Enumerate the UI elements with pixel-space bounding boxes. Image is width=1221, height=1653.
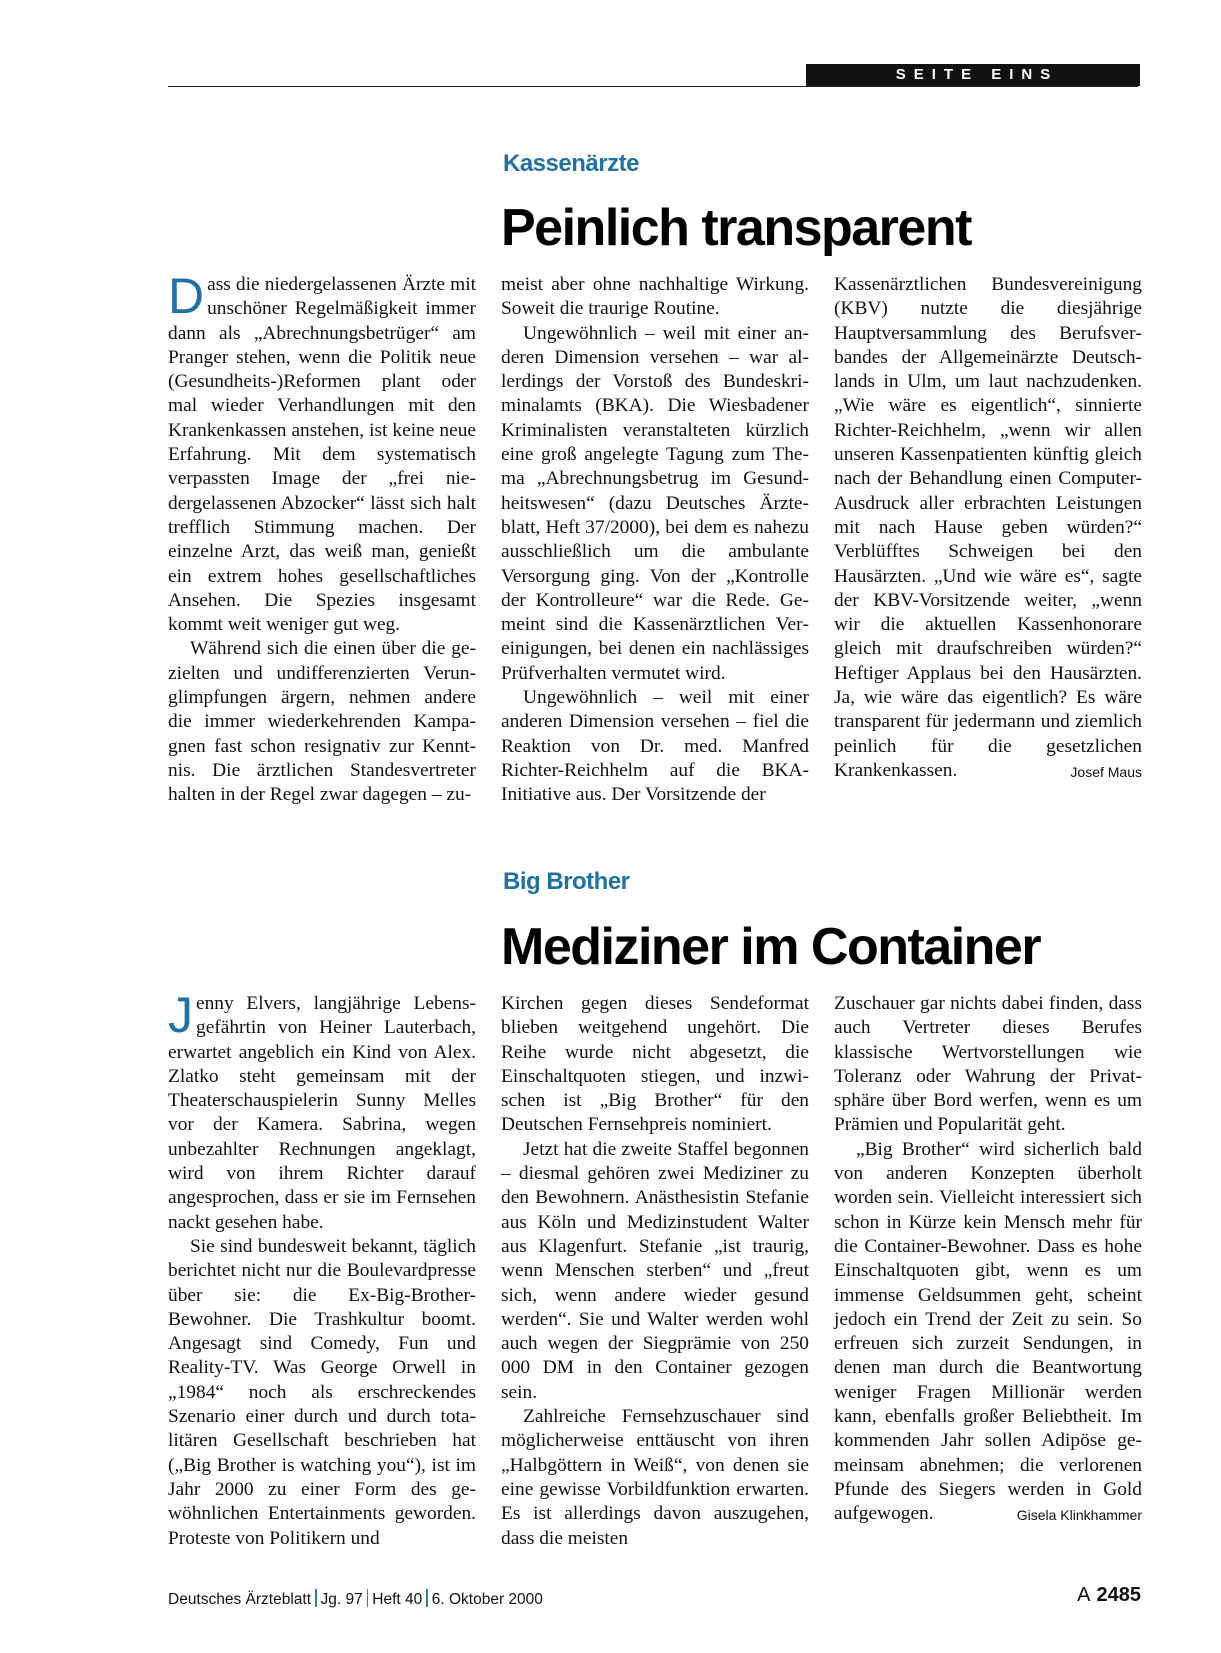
article1-column-1	[168, 268, 476, 808]
article1-headline: Peinlich transparent	[501, 199, 971, 257]
article2-column-3	[834, 992, 1142, 1528]
volume: Jg. 97	[320, 1591, 363, 1608]
paragraph: Ungewöhnlich – weil mit einer anderen Dimension versehen – fiel die Reaktion von Dr. med. Manfred Richter-Reichhelm auf die BKA-Initiative aus. Der Vorsitzende der	[501, 687, 809, 806]
paragraph-text: enny Elvers, langjährige Lebensgefährtin von Heiner Lauterbach, erwartet angeblich ein Kind von Alex. Zlatko steht gemeinsam mit der Theaterschauspielerin Sunny Melles vor der Kamera. Sabrina, wegen unbezahlter Rechnungen angeklagt, wird von ihrem Richter darauf angesprochen, dass er sie im Fernsehen nackt gesehen habe.	[168, 993, 476, 1233]
paragraph: Zuschauer gar nichts dabei finden, dass auch Vertreter dieses Berufes klassische Wertvorstellungen wie Toleranz oder Wahrung der Privatsphäre über Bord werfen, wenn es um Prämien und Popularität geht.	[834, 993, 1142, 1136]
paragraph: Sie sind bundesweit bekannt, täglich berichtet nicht nur die Boulevardpresse über sie: die Ex-Big-Brother-Bewohner. Die Trashkultur boomt. Angesagt sind Comedy, Fun und Reality-TV. Was George Orwell in „1984“ noch als erschreckendes Szenario einer durch und durch totalitären Gesellschaft beschrieben hat („Big Brother is watching you“), ist im Jahr 2000 zu einer Form des gewöhnlichen Entertainments geworden. Proteste von Politikern und	[168, 1235, 476, 1549]
issue-date: 6. Oktober 2000	[431, 1591, 543, 1608]
journal-name: Deutsches Ärzteblatt	[168, 1591, 312, 1608]
paragraph: Jetzt hat die zweite Staffel begonnen – diesmal gehören zwei Mediziner zu den Bewohnern. Anästhesistin Stefanie aus Köln und Medizinstudent Walter aus Klagenfurt. Stefanie „ist traurig, wenn Menschen sterben“ und „freut sich, wenn andere wieder gesund werden“. Sie und Walter werden wohl auch wegen der Siegprämie von 250 000 DM in den Container gezogen sein.	[501, 1138, 809, 1403]
header-rule	[168, 86, 1138, 87]
separator	[426, 1589, 428, 1607]
dropcap: D	[168, 268, 205, 324]
page-prefix: A	[1077, 1584, 1091, 1606]
paragraph	[168, 268, 476, 637]
article1-column-2	[501, 273, 809, 808]
article2-column-1	[168, 987, 476, 1551]
article1-column-3	[834, 273, 1142, 785]
article2-kicker: Big Brother	[503, 868, 630, 895]
paragraph: Kirchen gegen dieses Sendeformat blieben weitgehend ungehört. Die Reihe wurde nicht abgesetzt, die Einschaltquoten stiegen, und inzwischen ist „Big Brother“ für den Deutschen Fernsehpreis nominiert.	[501, 993, 809, 1136]
paragraph: meist aber ohne nachhaltige Wirkung. Soweit die traurige Routine.	[501, 274, 809, 320]
page-number-value: 2485	[1096, 1584, 1141, 1606]
author-byline: Josef Maus	[1070, 763, 1142, 780]
paragraph-text: ass die niedergelassenen Ärzte mit unschöner Regelmäßigkeit immer dann als „Abrechnungsbetrüger“ am Pranger stehen, wenn die Politik neue (Gesundheits-)Reformen plant oder mal wieder Verhandlungen mit den Krankenkassen anstehen, ist keine neue Erfahrung. Mit dem systematisch verpassten Image der „frei niedergelassenen Abzocker“ lässt sich halt trefflich Stimmung machen. Der einzelne Arzt, das weiß man, genießt ein extrem hohes gesellschaftliches Ansehen. Die Spezies insgesamt kommt weit weniger gut weg.	[168, 274, 476, 636]
article2-headline: Mediziner im Container	[501, 918, 1041, 976]
separator	[367, 1589, 369, 1607]
author-byline: Gisela Klinkhammer	[1016, 1507, 1142, 1524]
paragraph	[168, 987, 476, 1235]
paragraph: Ungewöhnlich – weil mit einer anderen Dimension versehen – war allerdings der Vorstoß des Bundeskriminalamts (BKA). Die Wiesbadener Kriminalisten veranstalteten kürzlich eine groß angelegte Tagung zum Thema „Abrechnungsbetrug im Gesundheitswesen“ (dazu Deutsches Ärzteblatt, Heft 37/2000), bei dem es nahezu ausschließlich um die ambulante Versorgung ging. Von der „Kontrolle der Kontrolleure“ war die Rede. Gemeint sind die Kassenärztlichen Vereinigungen, bei denen ein nachlässiges Prüfverhalten vermutet wird.	[501, 322, 809, 684]
article1-kicker: Kassenärzte	[503, 150, 639, 177]
paragraph-text: „Big Brother“ wird sicherlich bald von anderen Konzepten überholt worden sein. Vielleicht interessiert sich schon in Kürze kein Mensch mehr für die Container-Bewohner. Dass es hohe Einschaltquoten gibt, wenn es um immense Geldsummen geht, scheint jedoch ein Trend der Zeit zu sein. So erfreuen sich zurzeit Sendungen, in denen man durch die Beantwortung weniger Fragen Millionär werden kann, ebenfalls großer Beliebtheit. Im kommenden Jahr sollen Adipöse gemeinsam abnehmen; die verlorenen Pfunde des Siegers werden in Gold aufgewogen.	[834, 1138, 1142, 1525]
article2-column-2	[501, 992, 809, 1551]
footer	[168, 1589, 543, 1609]
page-number	[1077, 1584, 1141, 1607]
paragraph: Zahlreiche Fernsehzuschauer sind möglicherweise enttäuscht von ihren „Halbgöttern in Weiß“, von denen sie eine gewisse Vorbildfunktion erwarten. Es ist allerdings davon auszugehen, dass die meisten	[501, 1406, 809, 1549]
dropcap: J	[168, 987, 193, 1043]
paragraph	[834, 273, 1142, 783]
paragraph: Während sich die einen über die gezielten und undifferenzierten Verunglimpfungen ärgern, nehmen andere die immer wiederkehrenden Kampagnen fast schon resignativ zur Kenntnis. Die ärztlichen Standesvertreter halten in der Regel zwar dagegen – zu-	[168, 638, 476, 806]
paragraph-text: Kassenärztlichen Bundesvereinigung (KBV) nutzte die diesjährige Hauptversammlung des Berufsverbandes der Allgemeinärzte Deutschlands in Ulm, um laut nachzudenken. „Wie wäre es eigentlich“, sinnierte Richter-Reichhelm, „wenn wir allen unseren Kassenpatienten künftig gleich nach der Behandlung einen Computer-Ausdruck aller erbrachten Leistungen mit nach Hause geben würden?“ Verblüfftes Schweigen bei den Hausärzten. „Und wie wäre es“, sagte der KBV-Vorsitzende weiter, „wenn wir die aktuellen Kassenhonorare gleich mit draufschreiben würden?“ Heftiger Applaus bei den Hausärzten. Ja, wie wäre das eigentlich? Es wäre transparent für jedermann und ziemlich peinlich für die gesetzlichen Krankenkassen.	[834, 274, 1142, 781]
issue: Heft 40	[372, 1591, 423, 1608]
separator	[315, 1589, 317, 1607]
paragraph	[834, 1138, 1142, 1527]
section-tag: SEITE EINS	[806, 64, 1140, 86]
